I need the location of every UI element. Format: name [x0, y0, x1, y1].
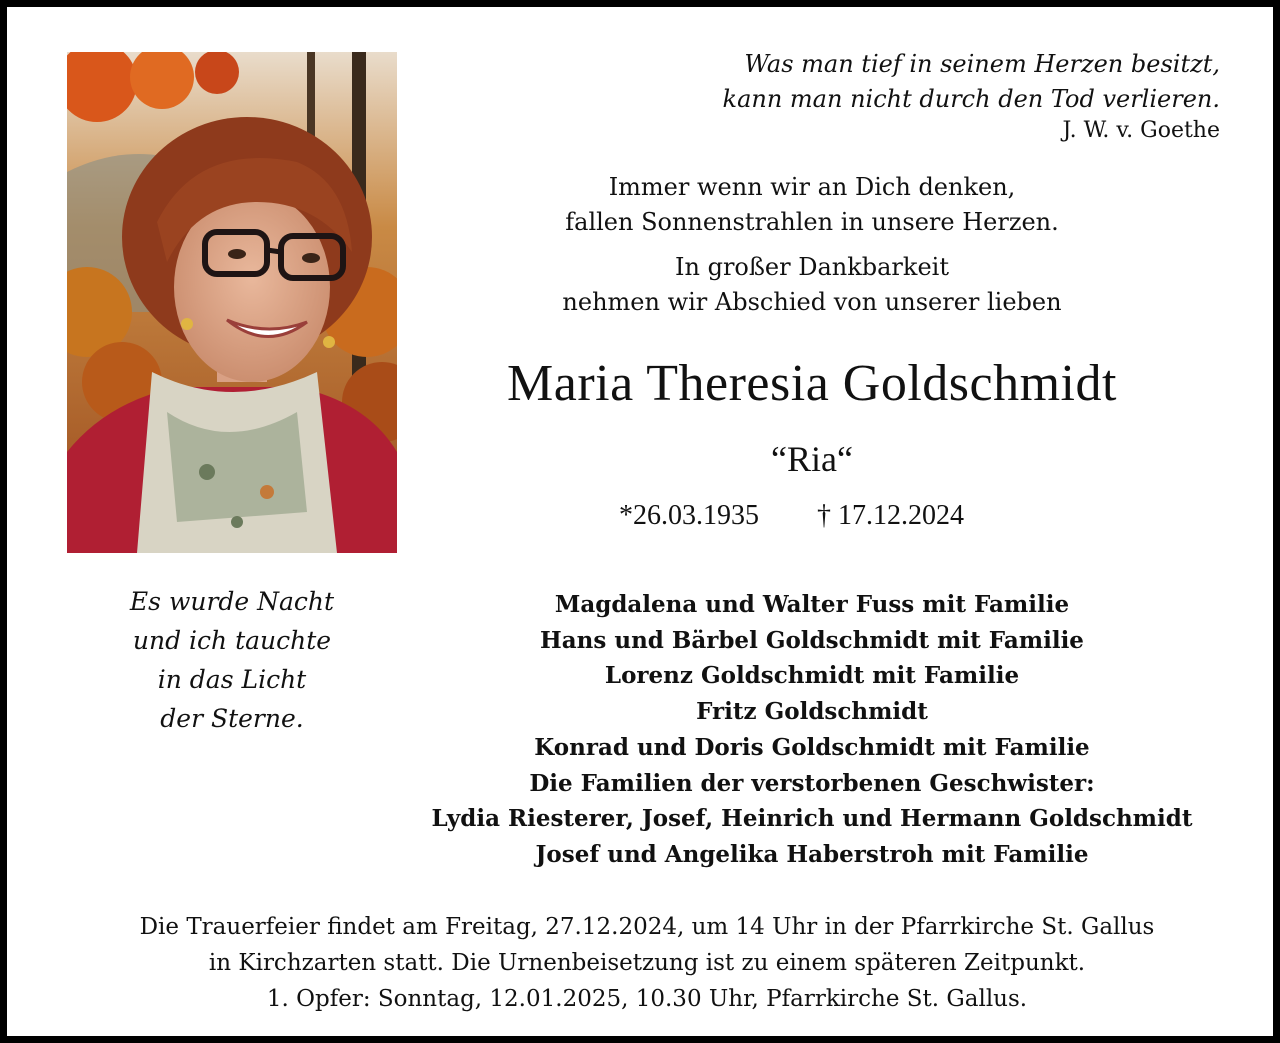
thanks-line: nehmen wir Abschied von unserer lieben: [562, 288, 1062, 316]
death-date: † 17.12.2024: [817, 500, 964, 531]
intro-line: fallen Sonnenstrahlen in unsere Herzen.: [565, 208, 1059, 236]
mourner-line: Hans und Bärbel Goldschmidt mit Familie: [540, 626, 1084, 654]
poem-line: Es wurde Nacht: [129, 587, 335, 616]
quote-author: J. W. v. Goethe: [1062, 118, 1220, 143]
quote-line: Was man tief in seinem Herzen besitzt,: [744, 50, 1220, 78]
goethe-quote: [620, 47, 1220, 117]
mourners-list: [427, 587, 1197, 873]
mourner-line: Lorenz Goldschmidt mit Familie: [604, 662, 1020, 690]
poem-line: in das Licht: [157, 665, 307, 694]
mourner-line: Magdalena und Walter Fuss mit Familie: [554, 591, 1070, 618]
funeral-info: [47, 909, 1247, 1017]
mourner-line: Josef und Angelika Haberstroh mit Familie: [535, 840, 1089, 868]
poem-line: und ich tauchte: [132, 626, 332, 655]
funeral-info-line: in Kirchzarten statt. Die Urnenbeisetzung ist zu einem späteren Zeitpunkt.: [208, 950, 1086, 976]
deceased-nickname: “Ria“: [771, 439, 853, 479]
mourner-line: Fritz Goldschmidt: [696, 698, 928, 726]
mourner-line: Lydia Riesterer, Josef, Heinrich und Hermann Goldschmidt: [431, 805, 1193, 833]
portrait-photo: [67, 52, 397, 553]
life-dates: [619, 497, 964, 535]
mourner-line: Die Familien der verstorbenen Geschwister:: [529, 769, 1095, 797]
poem-line: der Sterne.: [160, 704, 304, 733]
deceased-name: Maria Theresia Goldschmidt: [507, 355, 1117, 412]
funeral-info-line: Die Trauerfeier findet am Freitag, 27.12.2024, um 14 Uhr in der Pfarrkirche St. Gallus: [139, 914, 1155, 940]
poem: [67, 582, 397, 738]
mourner-line: Konrad und Doris Goldschmidt mit Familie: [534, 733, 1090, 761]
funeral-info-line: 1. Opfer: Sonntag, 12.01.2025, 10.30 Uhr, Pfarrkirche St. Gallus.: [266, 986, 1028, 1012]
intro-text: [427, 170, 1197, 240]
quote-line: kann man nicht durch den Tod verlieren.: [722, 85, 1220, 113]
birth-date: *26.03.1935: [619, 500, 759, 531]
intro-line: Immer wenn wir an Dich denken,: [608, 173, 1016, 201]
thanks-line: In großer Dankbarkeit: [675, 253, 949, 281]
thanks-text: [427, 250, 1197, 320]
